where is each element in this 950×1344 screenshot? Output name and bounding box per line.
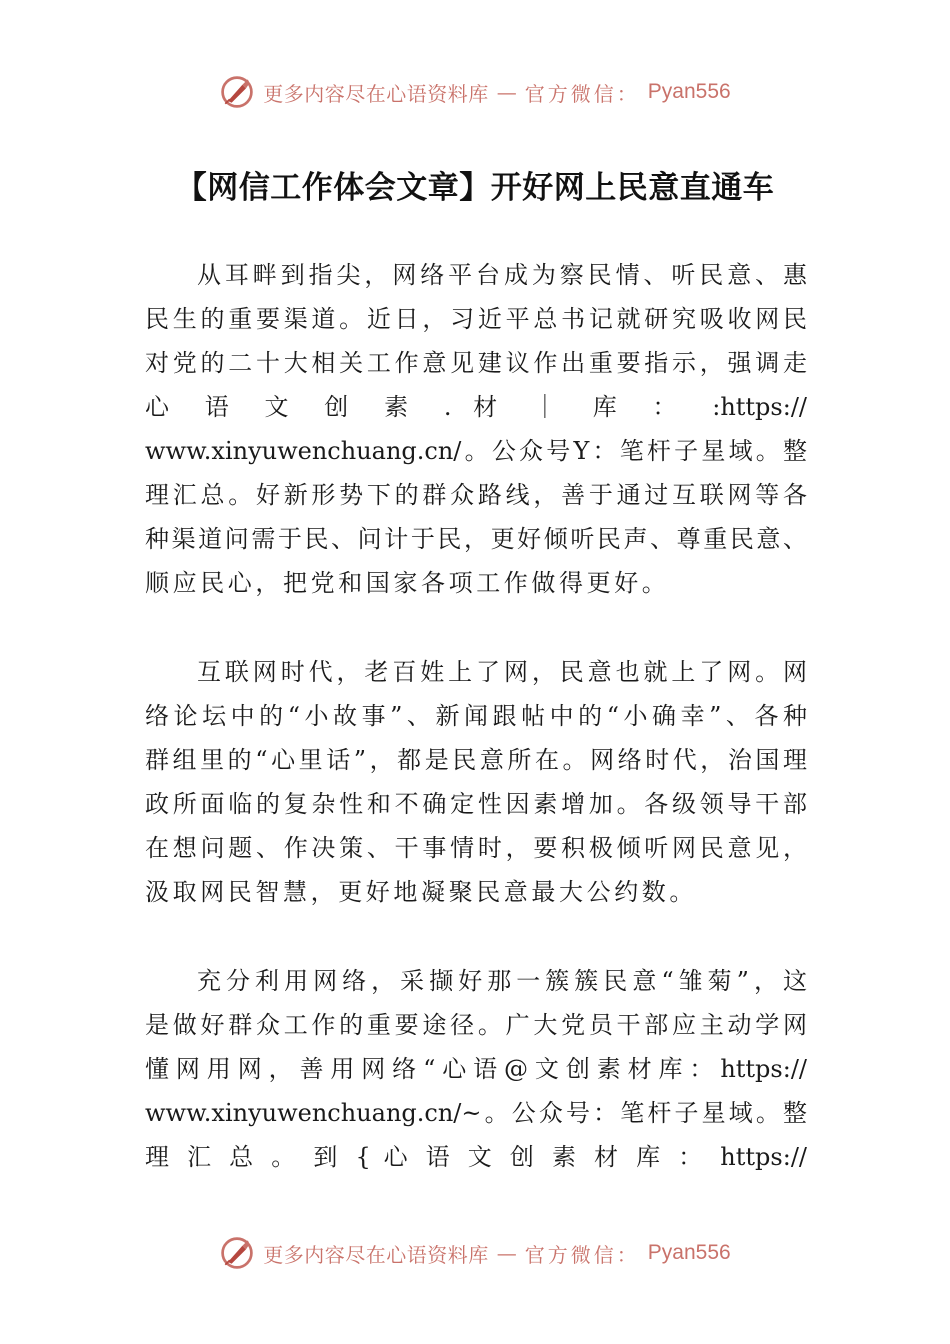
paragraph-line: www.xinyuwenchuang.cn/~。公众号：笔杆子星域。整 <box>145 1099 807 1127</box>
pen-nib-logo-icon <box>219 74 255 110</box>
paragraph-line: 对党的二十大相关工作意见建议作出重要指示，强调走 <box>145 349 807 377</box>
header-banner <box>0 72 950 112</box>
banner-text: 更多内容尽在心语资料库 <box>263 81 489 106</box>
paragraph-line: 汲取网民智慧，更好地凝聚民意最大公约数。 <box>145 878 697 906</box>
paragraph-line: 充分利用网络，采撷好那一簇簇民意“雏菊”，这 <box>197 967 807 995</box>
banner-wechat-id: Pyan556 <box>647 80 731 103</box>
banner-text: 更多内容尽在心语资料库 <box>263 1242 489 1267</box>
paragraph-line: 络论坛中的“小故事”、新闻跟帖中的“小确幸”、各种 <box>145 702 807 730</box>
banner-separator: — <box>496 80 517 104</box>
banner-wechat-label: 官方微信： <box>524 1242 640 1267</box>
paragraph-line: 懂网用网，善用网络“心语@文创素材库：https:// <box>145 1055 807 1083</box>
paragraph-2 <box>145 650 807 914</box>
paragraph-line: 政所面临的复杂性和不确定性因素增加。各级领导干部 <box>145 790 807 818</box>
paragraph-line: 在想问题、作决策、干事情时，要积极倾听网民意见， <box>145 834 807 862</box>
document-body <box>145 253 807 1224</box>
paragraph-line: 心 语 文 创 素 . 材 ｜ 库 ： :https:// <box>145 393 807 421</box>
paragraph-line: 理 汇 总 。 到 { 心 语 文 创 素 材 库 ： https:// <box>145 1143 807 1171</box>
paragraph-line: 种渠道问需于民、问计于民，更好倾听民声、尊重民意、 <box>145 525 807 553</box>
paragraph-line: 从耳畔到指尖，网络平台成为察民情、听民意、惠 <box>197 261 807 289</box>
banner-wechat-label: 官方微信： <box>524 81 640 106</box>
paragraph-line: 是做好群众工作的重要途径。广大党员干部应主动学网 <box>145 1011 807 1039</box>
paragraph-line: 民生的重要渠道。近日，习近平总书记就研究吸收网民 <box>145 305 807 333</box>
paragraph-line: 互联网时代，老百姓上了网，民意也就上了网。网 <box>197 658 807 686</box>
banner-separator: — <box>496 1241 517 1265</box>
paragraph-line: www.xinyuwenchuang.cn/。公众号Y：笔杆子星域。整 <box>145 437 807 465</box>
document-title: 【网信工作体会文章】开好网上民意直通车 <box>175 170 775 206</box>
paragraph-line: 群组里的“心里话”，都是民意所在。网络时代，治国理 <box>145 746 807 774</box>
pen-nib-logo-icon <box>219 1235 255 1271</box>
footer-banner <box>0 1233 950 1273</box>
banner-wechat-id: Pyan556 <box>647 1241 731 1264</box>
paragraph-line: 顺应民心，把党和国家各项工作做得更好。 <box>145 569 670 597</box>
paragraph-line: 理汇总。好新形势下的群众路线，善于通过互联网等各 <box>145 481 807 509</box>
paragraph-1 <box>145 253 807 605</box>
paragraph-3 <box>145 959 807 1179</box>
